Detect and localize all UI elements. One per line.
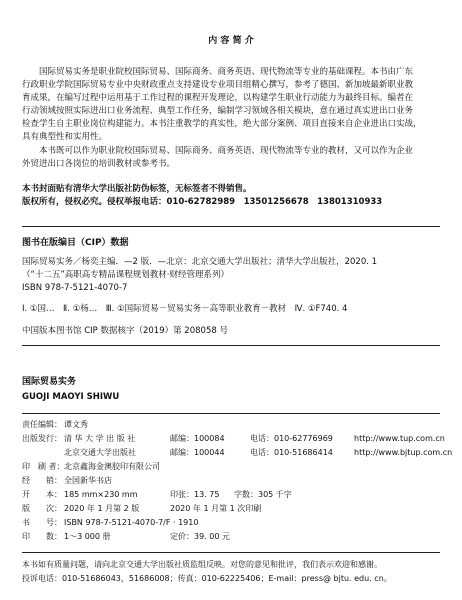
publisher-url: http://www.bjtup.com.cn [354, 448, 453, 457]
complaint-contact: 投诉电话：010-51686043，51686008；传真：010-62225406；E-mail：press@ bjtu. edu. cn。 [22, 574, 392, 583]
summary-line: 行动领域按照实际进出口业务流程、典型工作任务，编制学习领域各相关模块，意在通过真实进出口业务 [22, 106, 414, 116]
cip-line: ISBN 978-7-5121-4070-7 [22, 283, 128, 293]
publisher-row-2 [22, 447, 453, 459]
summary-heading: 内 容 简 介 [208, 36, 254, 46]
publisher-phone: 电话：010-62776969 [250, 434, 333, 443]
isbn-row [22, 517, 442, 529]
format-label: 开 本： [22, 490, 62, 499]
cip-line: （“十二五”高职高专精品课程规划教材·财经管理系列） [22, 270, 230, 280]
copies-value: 1～3 000 册 [64, 532, 111, 541]
editor-row [22, 419, 442, 431]
distributor-row [22, 475, 442, 487]
publisher-postcode: 邮编：100044 [170, 448, 225, 457]
summary-line: 具有典型性和实用性。 [22, 132, 108, 142]
cip-classification: Ⅰ. ①国… Ⅱ. ①杨… Ⅲ. ①国际贸易－贸易实务－高等职业教育－教材 Ⅳ. ①F740. 4 [22, 304, 348, 314]
edition-label: 版 次： [22, 504, 62, 513]
publisher-postcode: 邮编：100084 [170, 434, 225, 443]
words-value: 字数：305 千字 [234, 490, 292, 499]
isbn-value: ISBN 978-7-5121-4070-7/F · 1910 [64, 518, 199, 527]
anti-counterfeit-notice: 本书封面贴有清华大学出版社防伪标签，无标签者不得销售。 [22, 184, 252, 194]
cip-record-number: 中国版本图书馆 CIP 数据核字（2019）第 208058 号 [22, 326, 228, 336]
copies-label: 印 数： [22, 532, 62, 541]
publisher-name: 清 华 大 学 出 版 社 [64, 434, 136, 443]
summary-line: 育成果，在编写过程中运用基于工作过程的课程开发理论，以构建学生职业行动能力为最终目标。编者在 [22, 93, 414, 103]
isbn-label: 书 号： [22, 518, 62, 527]
summary-line: 本书既可以作为职业院校国际贸易、国际商务、商务英语、现代物流等专业的教材，又可以作为企业 [39, 146, 414, 156]
copies-row [22, 531, 442, 543]
piracy-notice: 版权所有，侵权必究。侵权举报电话：010-62782989 13501256678 13801310933 [22, 197, 383, 207]
printer-row [22, 461, 442, 473]
divider [22, 345, 440, 346]
divider [22, 413, 440, 414]
distributor-label: 经 销： [22, 476, 62, 485]
edition-value: 2020 年 1 月第 2 版 [64, 504, 140, 513]
summary-line: 国际贸易实务是职业院校国际贸易、国际商务、商务英语、现代物流等专业的基础课程。本书由广东 [39, 67, 414, 77]
summary-paragraph-1 [22, 66, 440, 144]
summary-paragraph-2 [22, 145, 440, 171]
publisher-url: http://www.tup.com.cn [354, 434, 445, 443]
cip-block [22, 256, 440, 295]
editor-name: 谭文秀 [64, 420, 88, 429]
summary-line: 检查学生自主职业岗位构建能力。本书注重教学的真实性，绝大部分案例、项目直接来自企业进出口实战， [22, 119, 422, 129]
divider [22, 552, 440, 553]
printer-name: 北京鑫海金澳胶印有限公司 [64, 462, 160, 471]
price-value: 定价：39. 00 元 [170, 532, 230, 541]
summary-line: 行政职业学院国际贸易专业中央财政重点支持建设专业项目组精心撰写，参考了德国、新加坡最新职业教 [22, 80, 414, 90]
book-title: 国际贸易实务 [22, 377, 77, 387]
sheets-value: 印张：13. 75 [170, 490, 220, 499]
summary-line: 外贸进出口各岗位的培训教材或参考书。 [22, 159, 176, 169]
publisher-row-1 [22, 433, 445, 445]
distributor-name: 全国新华书店 [64, 476, 112, 485]
printing-value: 2020 年 1 月第 1 次印刷 [170, 504, 262, 513]
cip-heading: 图书在版编目（CIP）数据 [22, 238, 129, 248]
book-title-pinyin: GUOJI MAOYI SHIWU [22, 392, 120, 402]
printer-label: 印 刷 者： [22, 462, 65, 471]
publisher-phone: 电话：010-51686414 [250, 448, 333, 457]
editor-label: 责任编辑： [22, 420, 62, 429]
cip-line: 国际贸易实务／杨奕主编．—2 版．—北京：北京交通大学出版社；清华大学出版社，2020. 1 [22, 257, 378, 267]
publisher-name: 北京交通大学出版社 [64, 448, 136, 457]
divider [22, 226, 440, 227]
quality-feedback-notice: 本书如有质量问题，请向北京交通大学出版社质监组反映。对您的意见和批评，我们表示欢迎和感谢。 [22, 560, 382, 569]
format-row [22, 489, 442, 501]
publisher-label: 出版发行： [22, 434, 62, 443]
format-value: 185 mm×230 mm [64, 490, 138, 499]
edition-row [22, 503, 442, 515]
